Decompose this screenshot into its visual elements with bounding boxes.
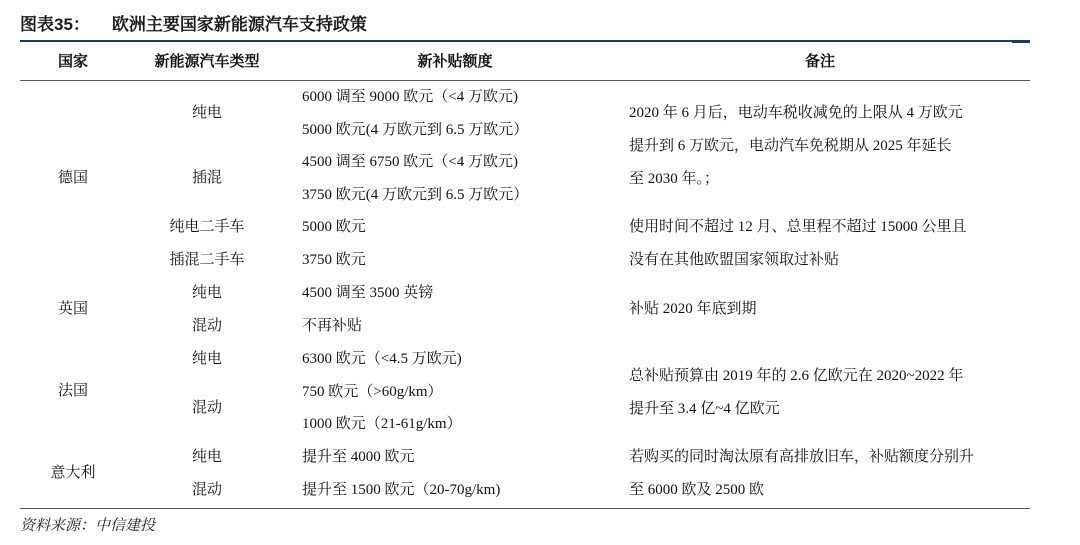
top-rule xyxy=(20,40,1030,42)
top-rule-accent xyxy=(1012,40,1030,43)
figure-title xyxy=(20,10,367,35)
note-germany-1-line: 提升到 6 万欧元，电动汽车免税期从 2025 年延长 xyxy=(629,138,952,154)
header-subsidy: 新补贴额度 xyxy=(417,53,493,70)
figure-title-text: 欧洲主要国家新能源汽车支持政策 xyxy=(111,15,367,34)
subsidy-germany-5: 5000 欧元 xyxy=(302,219,366,235)
note-germany-2-line: 使用时间不超过 12 月、总里程不超过 15000 公里且 xyxy=(629,219,967,235)
source-note: 资料来源：中信建投 xyxy=(20,518,156,534)
note-germany-2 xyxy=(629,211,967,277)
subsidy-uk-1: 4500 调至 3500 英镑 xyxy=(302,285,434,301)
subsidy-germany-6: 3750 欧元 xyxy=(302,252,366,268)
type-germany-bev: 纯电 xyxy=(191,105,223,121)
note-germany-2-line: 没有在其他欧盟国家领取过补贴 xyxy=(629,252,840,268)
subsidy-france-3: 1000 欧元（21-61g/km） xyxy=(302,416,462,432)
subsidy-germany-2: 5000 欧元(4 万欧元到 6.5 万欧元） xyxy=(302,122,529,138)
country-uk: 英国 xyxy=(57,301,89,317)
type-germany-used-bev: 纯电二手车 xyxy=(169,219,245,235)
subsidy-italy-2: 提升至 1500 欧元（20-70g/km) xyxy=(302,482,501,498)
subsidy-uk-2: 不再补贴 xyxy=(302,318,363,334)
note-france xyxy=(629,360,963,426)
note-france-line: 总补贴预算由 2019 年的 2.6 亿欧元在 2020~2022 年 xyxy=(629,368,964,384)
note-france-line: 提升至 3.4 亿~4 亿欧元 xyxy=(629,401,780,417)
header-note: 备注 xyxy=(804,53,836,70)
subsidy-italy-1: 提升至 4000 欧元 xyxy=(302,449,415,465)
bottom-rule xyxy=(20,508,1030,509)
type-uk-bev: 纯电 xyxy=(191,285,223,301)
type-france-hybrid: 混动 xyxy=(191,400,223,416)
note-germany-1 xyxy=(629,97,963,196)
subsidy-germany-1: 6000 调至 9000 欧元（<4 万欧元) xyxy=(302,89,518,105)
type-italy-bev: 纯电 xyxy=(191,449,223,465)
note-uk: 补贴 2020 年底到期 xyxy=(629,301,757,317)
note-italy-line: 若购买的同时淘汰原有高排放旧车，补贴额度分别升 xyxy=(629,449,975,465)
type-germany-used-phev: 插混二手车 xyxy=(169,252,245,268)
country-france: 法国 xyxy=(57,383,89,399)
header-type: 新能源汽车类型 xyxy=(154,53,260,70)
type-italy-hybrid: 混动 xyxy=(191,482,223,498)
header-country: 国家 xyxy=(57,53,89,70)
figure-label: 图表35： xyxy=(20,15,90,34)
note-italy xyxy=(629,441,974,507)
note-germany-1-line: 至 2030 年。； xyxy=(629,171,720,187)
type-uk-hybrid: 混动 xyxy=(191,318,223,334)
subsidy-france-1: 6300 欧元（<4.5 万欧元) xyxy=(302,351,462,367)
subsidy-france-2: 750 欧元（>60g/km） xyxy=(302,384,443,400)
country-italy: 意大利 xyxy=(50,465,96,481)
country-germany: 德国 xyxy=(57,170,89,186)
subsidy-germany-3: 4500 调至 6750 欧元（<4 万欧元) xyxy=(302,154,518,170)
subsidy-germany-4: 3750 欧元(4 万欧元到 6.5 万欧元） xyxy=(302,187,529,203)
note-germany-1-line: 2020 年 6 月后，电动车税收减免的上限从 4 万欧元 xyxy=(629,105,963,121)
type-france-bev: 纯电 xyxy=(191,351,223,367)
type-germany-phev: 插混 xyxy=(191,170,223,186)
note-italy-line: 至 6000 欧及 2500 欧 xyxy=(629,482,765,498)
header-rule xyxy=(20,80,1030,81)
